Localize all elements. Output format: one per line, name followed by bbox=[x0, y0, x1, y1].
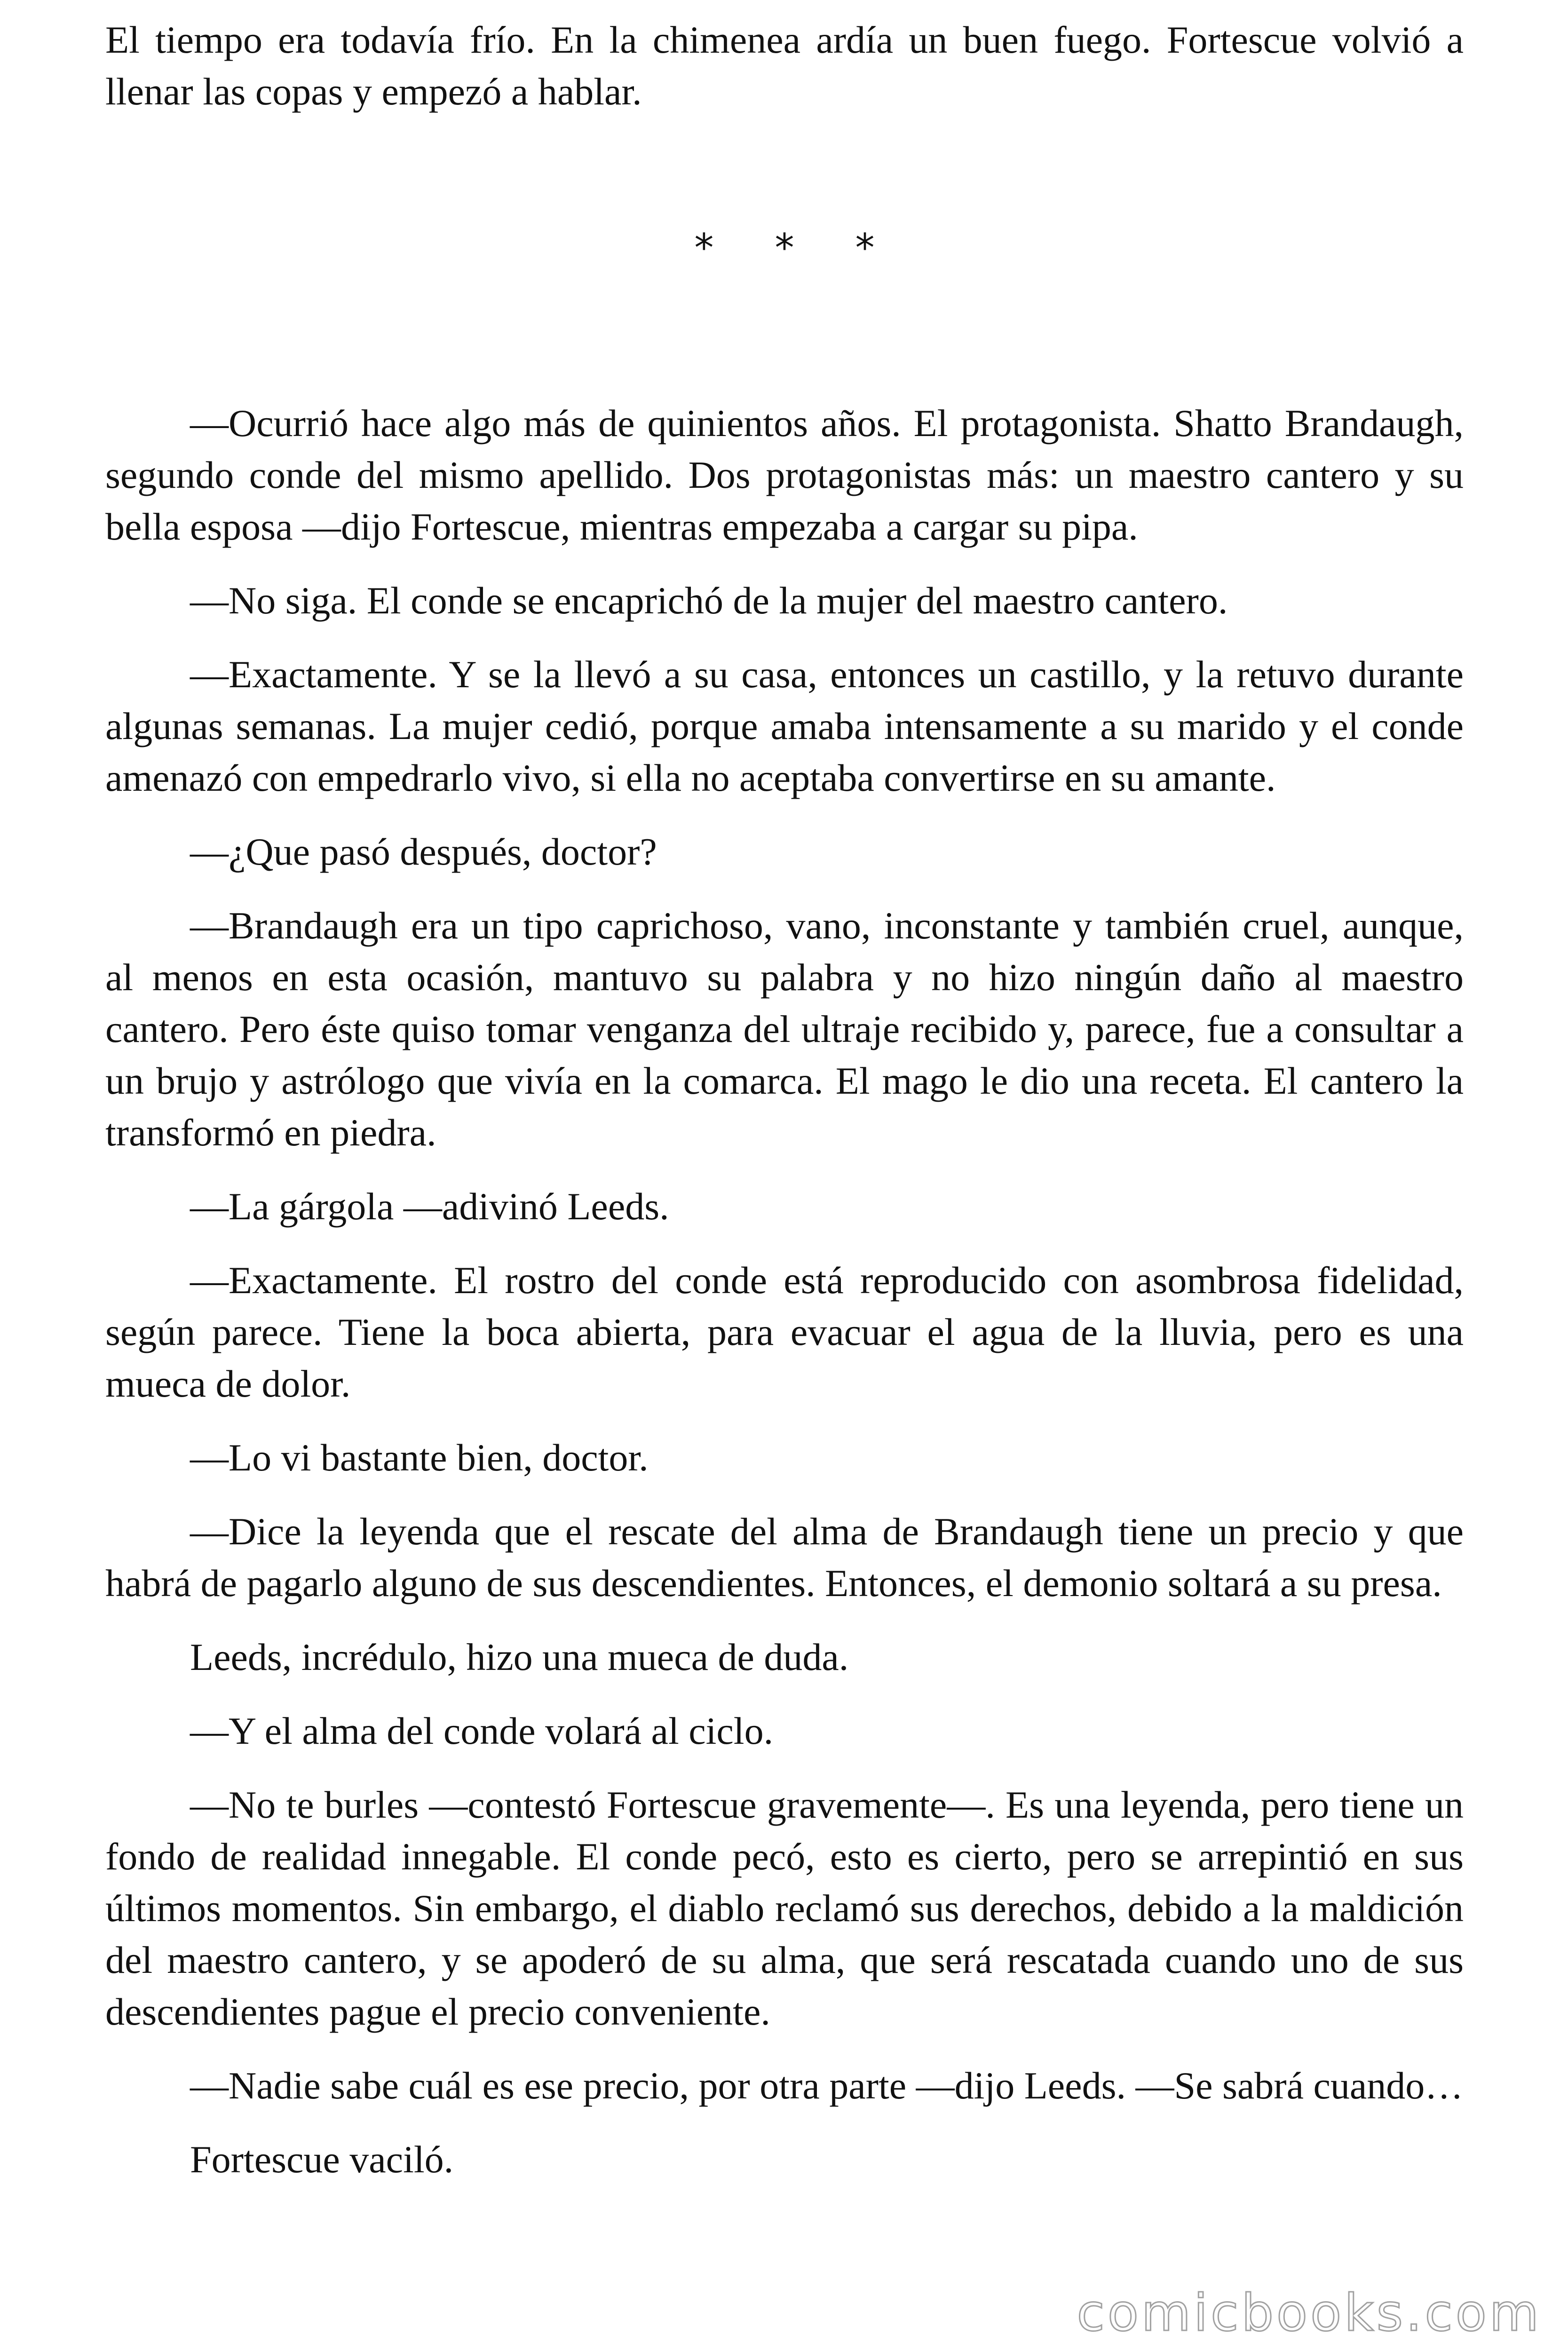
body-text bbox=[105, 397, 1464, 2185]
paragraph: —Brandaugh era un tipo caprichoso, vano, inconstante y también cruel, aunque, al menos en esta ocasión, mantuvo su palabra y no hizo ningún daño al maestro cantero. Pero éste quiso tomar venganza del ultraje recibido y, parece, fue a consultar a un brujo y astrólogo que vivía en la comarca. El mago le dio una receta. El cantero la transformó en piedra. bbox=[105, 904, 1464, 1154]
section-separator: * * * bbox=[694, 226, 899, 270]
paragraph: —Exactamente. Y se la llevó a su casa, entonces un castillo, y la retuvo durante algunas semanas. La mujer cedió, porque amaba intensamente a su marido y el conde amenazó con empedrarlo vivo, si ella no aceptaba convertirse en su amante. bbox=[105, 653, 1464, 799]
paragraph: —¿Que pasó después, doctor? bbox=[190, 830, 657, 873]
document-page bbox=[105, 14, 1464, 2208]
paragraph: —Nadie sabe cuál es ese precio, por otra parte —dijo Leeds. —Se sabrá cuando… bbox=[190, 2064, 1464, 2107]
intro-paragraph: El tiempo era todavía frío. En la chimenea ardía un buen fuego. Fortescue volvió a llenar las copas y empezó a hablar. bbox=[105, 18, 1464, 113]
paragraph: —Dice la leyenda que el rescate del alma de Brandaugh tiene un precio y que habrá de pagarlo alguno de sus descendientes. Entonces, el demonio soltará a su presa. bbox=[105, 1510, 1464, 1605]
paragraph: —No te burles —contestó Fortescue gravemente—. Es una leyenda, pero tiene un fondo de realidad innegable. El conde pecó, esto es cierto, pero se arrepintió en sus últimos momentos. Sin embargo, el diablo reclamó sus derechos, debido a la maldición del maestro cantero, y se apoderó de su alma, que será rescatada cuando uno de sus descendientes pague el precio conveniente. bbox=[105, 1783, 1464, 2033]
paragraph: —No siga. El conde se encaprichó de la mujer del maestro cantero. bbox=[190, 579, 1228, 622]
paragraph: —Ocurrió hace algo más de quinientos años. El protagonista. Shatto Brandaugh, segundo conde del mismo apellido. Dos protagonistas más: un maestro cantero y su bella esposa —dijo Fortescue, mientras empezaba a cargar su pipa. bbox=[105, 402, 1464, 548]
paragraph: —Exactamente. El rostro del conde está reproducido con asombrosa fidelidad, según parece. Tiene la boca abierta, para evacuar el agua de la lluvia, pero es una mueca de dolor. bbox=[105, 1259, 1464, 1405]
paragraph: Leeds, incrédulo, hizo una mueca de duda. bbox=[190, 1636, 849, 1678]
paragraph: —Lo vi bastante bien, doctor. bbox=[190, 1436, 649, 1479]
paragraph: —Y el alma del conde volará al ciclo. bbox=[190, 1709, 774, 1752]
paragraph: —La gárgola —adivinó Leeds. bbox=[190, 1185, 669, 1228]
watermark: comicbooks.com bbox=[1077, 2284, 1542, 2343]
paragraph: Fortescue vaciló. bbox=[190, 2138, 454, 2181]
intro-section bbox=[105, 14, 1464, 118]
